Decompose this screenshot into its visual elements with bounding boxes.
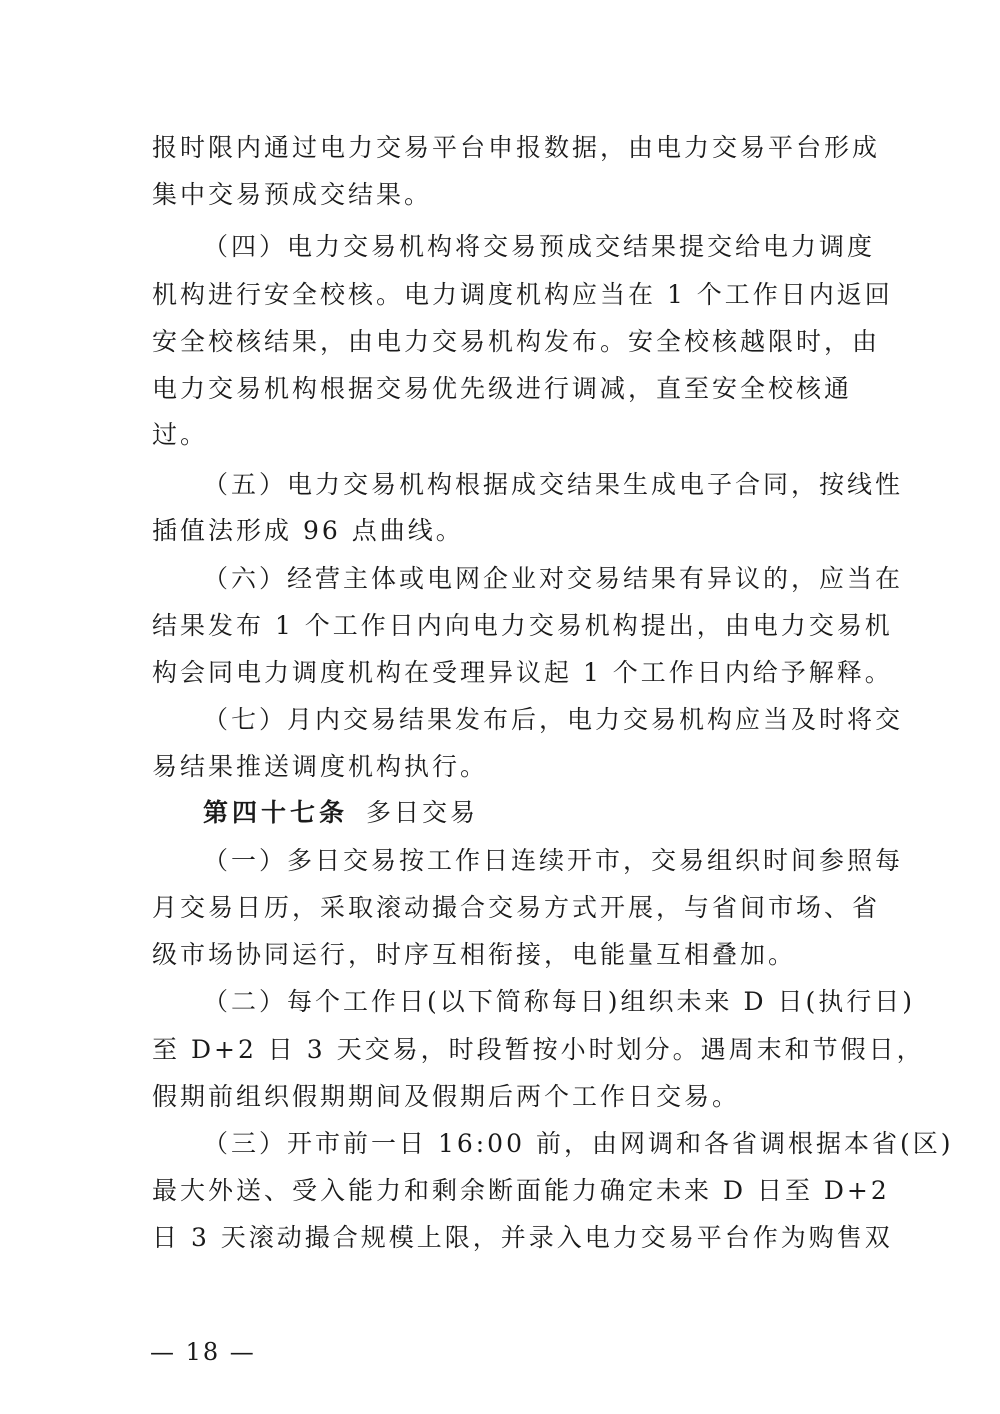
article-heading	[203, 790, 903, 836]
paragraph-line: 插值法形成 96 点曲线。	[152, 516, 464, 545]
paragraph-line: 最大外送、受入能力和剩余断面能力确定未来 D 日至 D+2	[152, 1176, 890, 1205]
paragraph-line: （二）每个工作日(以下简称每日)组织未来 D 日(执行日)	[203, 987, 915, 1016]
paragraph-line: （五）电力交易机构根据成交结果生成电子合同，按线性	[203, 470, 904, 499]
paragraph-line: （一）多日交易按工作日连续开市，交易组织时间参照每	[203, 846, 904, 875]
paragraph-line: 月交易日历，采取滚动撮合交易方式开展，与省间市场、省	[152, 893, 881, 922]
paragraph-line: （三）开市前一日 16:00 前，由网调和各省调根据本省(区)	[203, 1129, 954, 1158]
page-number: — 18 —	[150, 1338, 256, 1366]
paragraph-line: （六）经营主体或电网企业对交易结果有异议的，应当在	[203, 564, 904, 593]
paragraph-line: 集中交易预成交结果。	[152, 180, 433, 209]
paragraph-line: 至 D+2 日 3 天交易，时段暂按小时划分。遇周末和节假日，	[152, 1035, 925, 1064]
paragraph-line: 机构进行安全校核。电力调度机构应当在 1 个工作日内返回	[152, 280, 893, 309]
paragraph-line: 易结果推送调度机构执行。	[152, 752, 489, 781]
paragraph-line: 级市场协同运行，时序互相衔接，电能量互相叠加。	[152, 940, 797, 969]
paragraph-line: 安全校核结果，由电力交易机构发布。安全校核越限时，由	[152, 327, 881, 356]
paragraph-line: （四）电力交易机构将交易预成交结果提交给电力调度	[203, 232, 876, 261]
paragraph-line: 假期前组织假期期间及假期后两个工作日交易。	[152, 1082, 741, 1111]
paragraph-line: 结果发布 1 个工作日内向电力交易机构提出，由电力交易机	[152, 611, 893, 640]
paragraph-line: （七）月内交易结果发布后，电力交易机构应当及时将交	[203, 705, 904, 734]
article-name: 多日交易	[366, 798, 479, 827]
paragraph-line: 过。	[152, 420, 209, 449]
paragraph-line: 电力交易机构根据交易优先级进行调减，直至安全校核通	[152, 374, 853, 403]
article-title: 第四十七条	[203, 798, 349, 827]
paragraph-line: 日 3 天滚动撮合规模上限，并录入电力交易平台作为购售双	[152, 1223, 893, 1252]
paragraph-line: 报时限内通过电力交易平台申报数据，由电力交易平台形成	[152, 133, 881, 162]
paragraph-line: 构会同电力调度机构在受理异议起 1 个工作日内给予解释。	[152, 658, 893, 687]
